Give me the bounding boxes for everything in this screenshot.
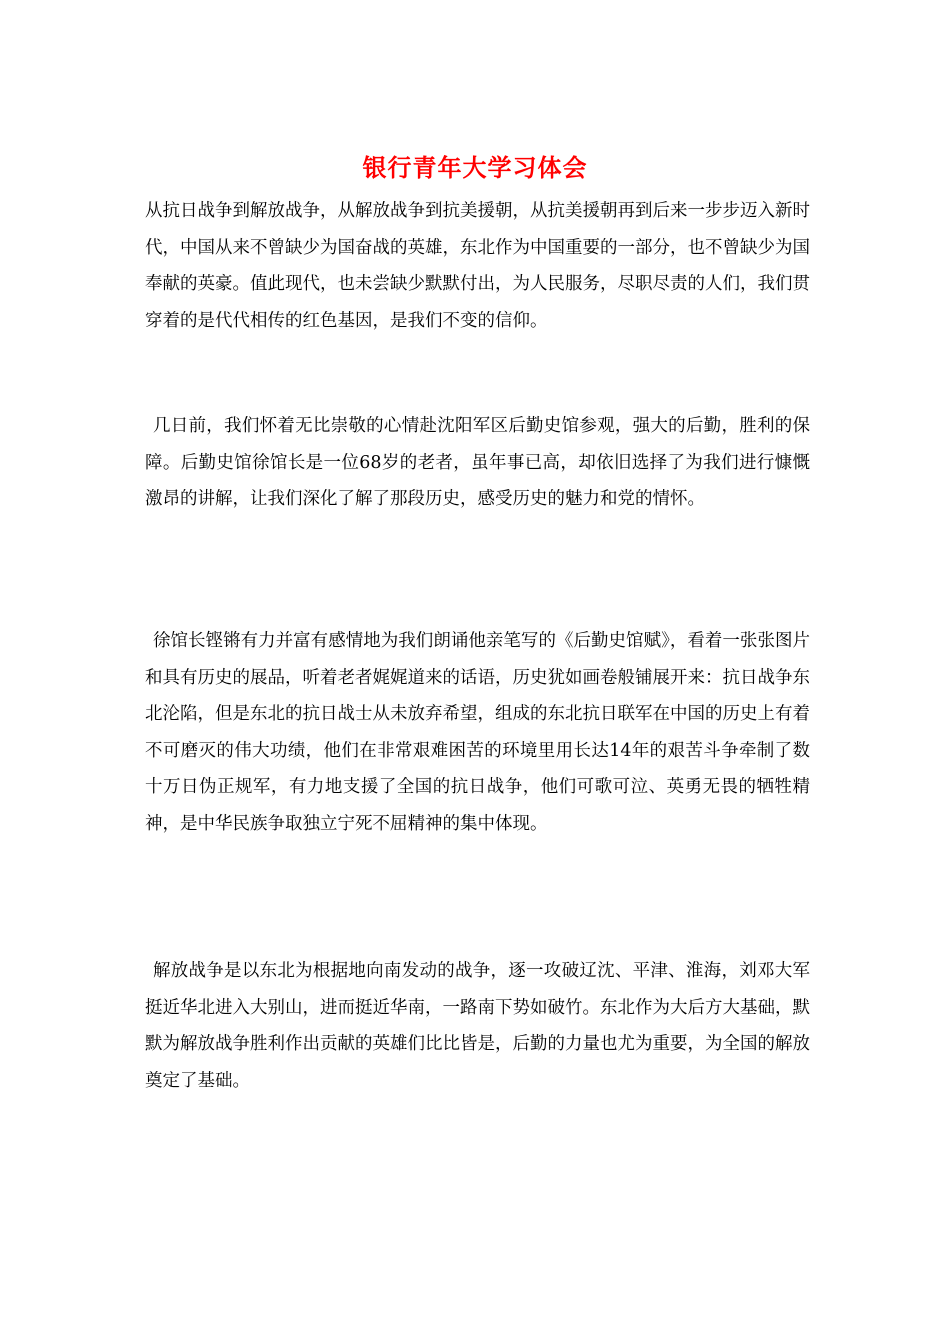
paragraph-4: 解放战争是以东北为根据地向南发动的战争，逐一攻破辽沈、平津、淮海，刘邓大军挺近华北进入大别山，进而挺近华南，一路南下势如破竹。东北作为大后方大基础，默默为解放战争胜利作出贡献的英雄们比比皆是，后勤的力量也尤为重要，为全国的解放奠定了基础。 [145,961,810,1091]
paragraph-2: 几日前，我们怀着无比崇敬的心情赴沈阳军区后勤史馆参观，强大的后勤，胜利的保障。后勤史馆徐馆长是一位68岁的老者，虽年事已高，却依旧选择了为我们进行慷慨激昂的讲解，让我们深化了解了那段历史，感受历史的魅力和党的情怀。 [145,416,810,509]
paragraph-1: 从抗日战争到解放战争，从解放战争到抗美援朝，从抗美援朝再到后来一步步迈入新时代，中国从来不曾缺少为国奋战的英雄，东北作为中国重要的一部分，也不曾缺少为国奉献的英豪。值此现代，也未尝缺少默默付出，为人民服务，尽职尽责的人们，我们贯穿着的是代代相传的红色基因，是我们不变的信仰。 [145,201,810,331]
document-title: 银行青年大学习体会 [362,153,588,182]
paragraph-3: 徐馆长铿锵有力并富有感情地为我们朗诵他亲笔写的《后勤史馆赋》，看着一张张图片和具有历史的展品，听着老者娓娓道来的话语，历史犹如画卷般铺展开来：抗日战争东北沦陷，但是东北的抗日战士从未放弃希望，组成的东北抗日联军在中国的历史上有着不可磨灭的伟大功绩，他们在非常艰难困苦的环境里用长达14年的艰苦斗争牵制了数十万日伪正规军，有力地支援了全国的抗日战争，他们可歌可泣、英勇无畏的牺牲精神，是中华民族争取独立宁死不屈精神的集中体现。 [145,631,810,834]
